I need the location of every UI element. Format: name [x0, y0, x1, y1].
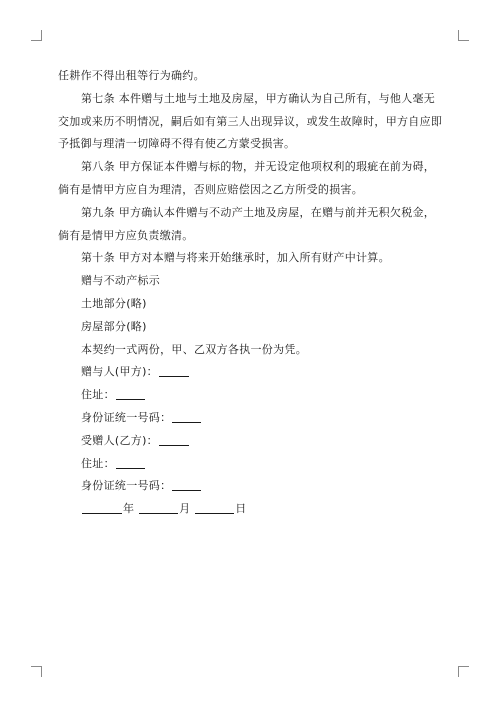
article-10: 第十条 甲方对本赠与将来开始继承时，加入所有财产中计算。 [81, 251, 390, 265]
donee-line [58, 430, 446, 453]
day-blank[interactable] [195, 501, 234, 514]
land-section: 土地部分(略) [81, 296, 147, 310]
month-label: 月 [179, 502, 191, 516]
corner-mark-bottom-left [31, 666, 42, 677]
donor-id-blank[interactable] [172, 410, 201, 423]
donor-id-line [58, 407, 446, 430]
year-label: 年 [123, 502, 135, 516]
donor-label: 赠与人(甲方)： [81, 365, 158, 379]
donor-line [58, 361, 446, 384]
donee-address-blank[interactable] [116, 456, 145, 469]
day-label: 日 [235, 502, 247, 516]
corner-mark-top-right [458, 30, 469, 41]
donee-blank[interactable] [159, 433, 189, 446]
donor-id-label: 身份证统一号码： [81, 410, 172, 424]
donor-address-blank[interactable] [116, 387, 145, 400]
corner-mark-top-left [31, 30, 42, 41]
year-blank[interactable] [82, 501, 122, 514]
copies-statement: 本契约一式两份，甲、乙双方各执一份为凭。 [81, 342, 307, 356]
donee-address-label: 住址： [81, 456, 115, 470]
article-8: 第八条 甲方保证本件赠与标的物，并无设定他项权利的瑕疵在前为碍，倘有是情甲方应自为理清，否则应赔偿因之乙方所受的损害。 [58, 160, 436, 196]
month-blank[interactable] [139, 501, 178, 514]
donor-address-label: 住址： [81, 388, 115, 402]
donee-id-blank[interactable] [172, 478, 201, 491]
donor-blank[interactable] [159, 364, 189, 377]
article-7: 第七条 本件赠与土地与土地及房屋，甲方确认为自己所有，与他人毫无交加或来历不明情况，嗣后如有第三人出现异议，或发生故障时，甲方自应即予抵御与理清一切障碍不得有使乙方蒙受损害。 [58, 91, 443, 151]
document-body [58, 65, 446, 521]
article-9: 第九条 甲方确认本件赠与不动产土地及房屋，在赠与前并无积欠税金，倘有是情甲方应负责缴清。 [58, 205, 436, 242]
paragraph-continuation: 任耕作不得出租等行为确约。 [58, 69, 205, 82]
donee-address-line [58, 453, 446, 476]
donee-label: 受赠人(乙方)： [81, 433, 158, 447]
house-section: 房屋部分(略) [81, 319, 147, 333]
corner-mark-bottom-right [458, 666, 469, 677]
donee-id-line [58, 475, 446, 498]
donor-address-line [58, 384, 446, 407]
property-heading: 赠与不动产标示 [81, 274, 161, 288]
date-line [58, 498, 446, 521]
donee-id-label: 身份证统一号码： [81, 479, 172, 493]
